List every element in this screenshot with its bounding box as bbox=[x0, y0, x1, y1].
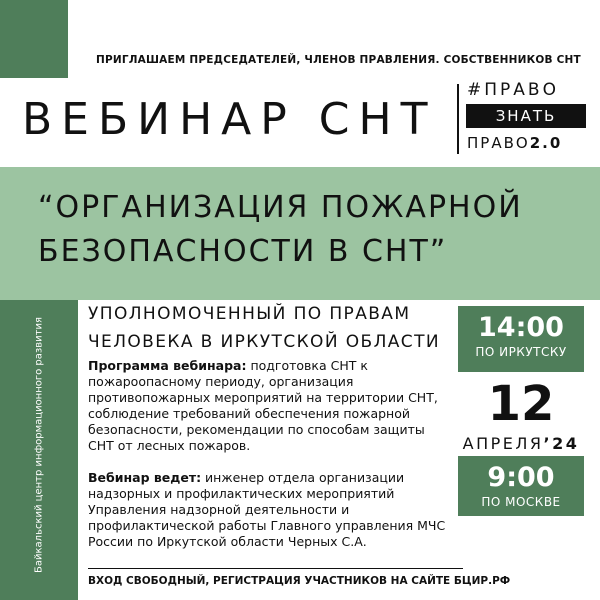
brand-divider bbox=[457, 84, 459, 154]
program-paragraph bbox=[88, 358, 453, 454]
page-title: ВЕБИНАР СНТ bbox=[22, 94, 437, 145]
host-text: инженер отдела организации надзорных и профилактических мероприятий Управления надзорной деятельности и профилактической работы Главного управления МЧС России по Иркутской области Черных С.А. bbox=[88, 470, 446, 549]
moscow-time: 9:00 bbox=[487, 462, 555, 493]
irkutsk-time-box bbox=[458, 306, 584, 372]
moscow-time-box bbox=[458, 456, 584, 516]
brand-line-1: #ПРАВО bbox=[467, 80, 559, 100]
brand-line-3 bbox=[467, 134, 562, 152]
brand-version: 2.0 bbox=[529, 134, 563, 152]
host-paragraph bbox=[88, 470, 453, 550]
irkutsk-time: 14:00 bbox=[478, 312, 564, 343]
organizer-vertical-text: Байкальский центр информационного развития bbox=[33, 317, 45, 573]
brand-line-3-text: ПРАВО bbox=[467, 134, 530, 152]
footer-divider bbox=[88, 568, 463, 569]
decorative-green-block bbox=[0, 0, 68, 78]
event-month bbox=[458, 434, 584, 453]
ombudsman-line-1: УПОЛНОМОЧЕННЫЙ ПО ПРАВАМ bbox=[88, 304, 411, 324]
moscow-time-label: ПО МОСКВЕ bbox=[481, 495, 561, 509]
footer-text: ВХОД СВОБОДНЫЙ, РЕГИСТРАЦИЯ УЧАСТНИКОВ НА САЙТЕ БЦИР.РФ bbox=[88, 575, 511, 587]
program-label: Программа вебинара: bbox=[88, 358, 247, 373]
event-year: ’24 bbox=[543, 434, 580, 453]
program-text: подготовка СНТ к пожароопасному периоду, организация противопожарных мероприятий на территории СНТ, соблюдение требований обеспечения пожарной безопасности, рекомендации по способам защиты СНТ от лесных пожаров. bbox=[88, 358, 438, 453]
brand-line-2: ЗНАТЬ bbox=[466, 104, 586, 128]
invitation-text: ПРИГЛАШАЕМ ПРЕДСЕДАТЕЛЕЙ, ЧЛЕНОВ ПРАВЛЕНИЯ. СОБСТВЕННИКОВ СНТ bbox=[96, 54, 581, 66]
host-label: Вебинар ведет: bbox=[88, 470, 202, 485]
topic-title-line-1: “ОРГАНИЗАЦИЯ ПОЖАРНОЙ bbox=[38, 190, 523, 225]
topic-title-line-2: БЕЗОПАСНОСТИ В СНТ” bbox=[38, 234, 448, 269]
event-day: 12 bbox=[487, 376, 555, 432]
ombudsman-line-2: ЧЕЛОВЕКА В ИРКУТСКОЙ ОБЛАСТИ bbox=[88, 332, 440, 352]
event-month-name: АПРЕЛЯ bbox=[462, 434, 544, 453]
irkutsk-time-label: ПО ИРКУТСКУ bbox=[475, 345, 567, 359]
